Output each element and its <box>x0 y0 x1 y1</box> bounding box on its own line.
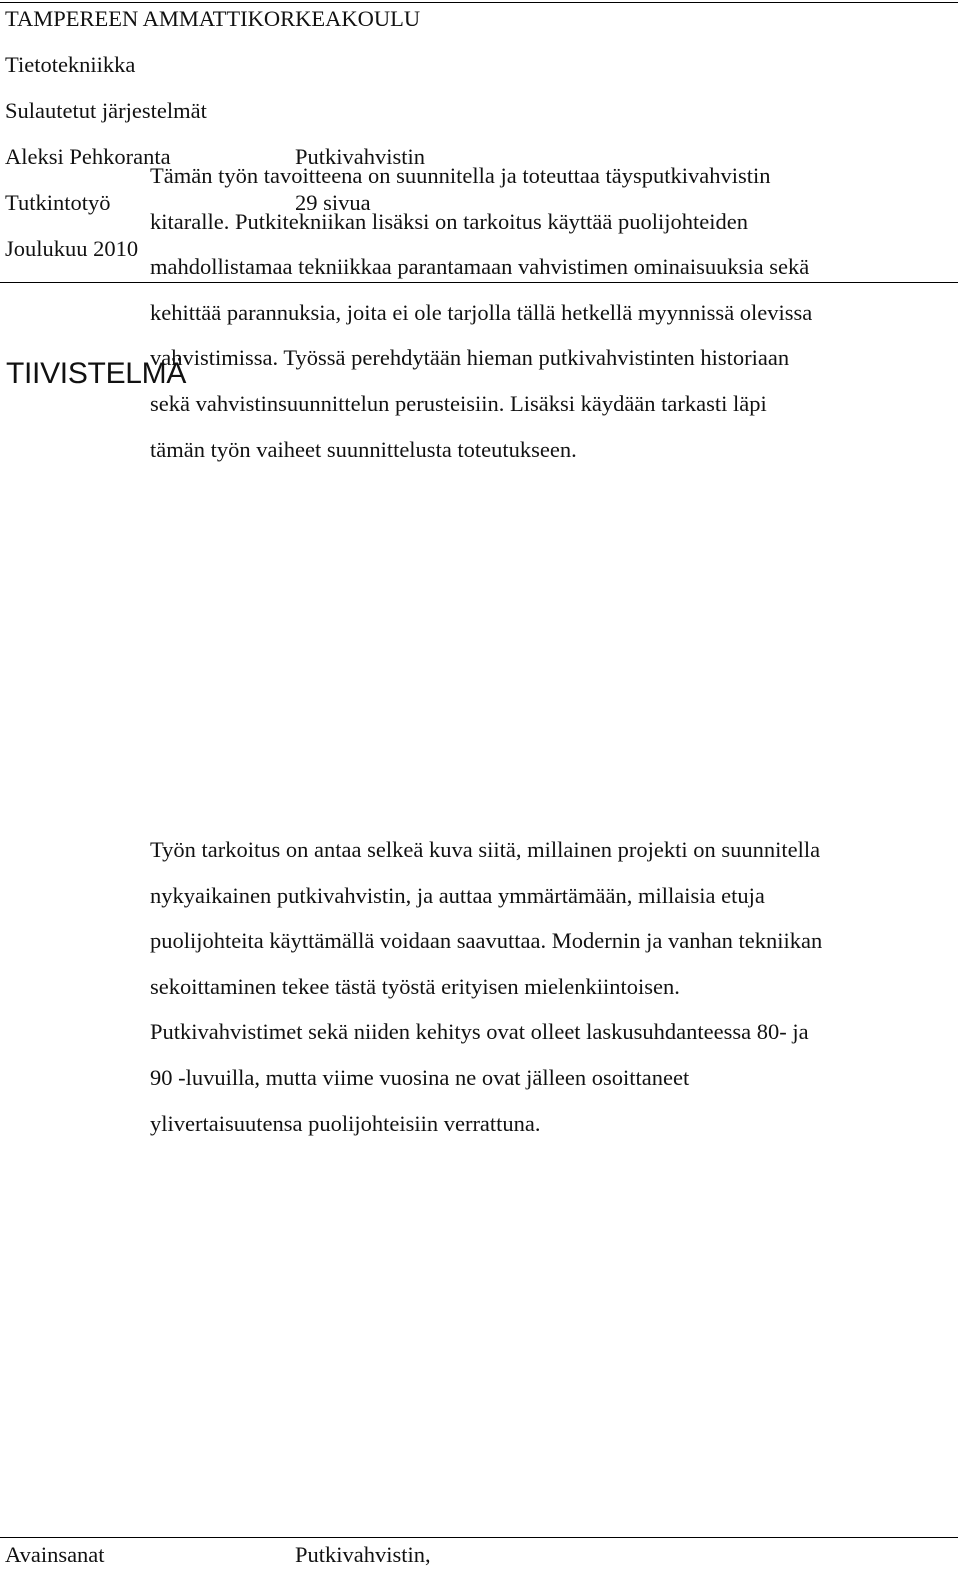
paragraph-line: Putkivahvistimet sekä niiden kehitys ovat olleet laskusuhdanteessa 80- ja <box>150 1019 809 1045</box>
abstract-heading: TIIVISTELMÄ <box>6 357 187 390</box>
thesis-title: Putkivahvistin <box>295 144 426 169</box>
paragraph-line: nykyaikainen putkivahvistin, ja auttaa ymmärtämään, millaisia etuja <box>150 882 765 908</box>
abstract-paragraph-1 <box>150 153 950 472</box>
paragraph-line: 90 -luvuilla, mutta viime vuosina ne ovat jälleen osoittaneet <box>150 1064 690 1090</box>
paragraph-line: kehittää parannuksia, joita ei ole tarjolla tällä hetkellä myynnissä olevissa <box>150 299 813 325</box>
paragraph-line: sekoittaminen tekee tästä työstä erityisen mielenkiintoisen. <box>150 973 680 999</box>
paragraph-line: mahdollistamaa tekniikkaa parantamaan vahvistimen ominaisuuksia sekä <box>150 254 810 280</box>
publication-date: Joulukuu 2010 <box>5 236 139 261</box>
paragraph-line: tämän työn vaiheet suunnittelusta toteutukseen. <box>150 436 577 462</box>
paragraph-line: kitaralle. Putkitekniikan lisäksi on tarkoitus käyttää puolijohteiden <box>150 208 749 234</box>
paragraph-line: Tämän työn tavoitteena on suunnitella ja toteuttaa täysputkivahvistin <box>150 163 771 188</box>
footer-divider <box>0 1537 958 1538</box>
page-count: 29 sivua <box>295 190 371 215</box>
specialisation: Sulautetut järjestelmät <box>5 98 207 123</box>
keywords-value: Putkivahvistin, <box>295 1542 431 1567</box>
keywords-label: Avainsanat <box>5 1542 105 1567</box>
paragraph-line: Työn tarkoitus on antaa selkeä kuva siitä, millainen projekti on suunnitella <box>150 837 821 862</box>
author-name: Aleksi Pehkoranta <box>5 144 171 169</box>
paragraph-line: ylivertaisuutensa puolijohteisiin verrattuna. <box>150 1110 541 1136</box>
paragraph-line: sekä vahvistinsuunnittelun perusteisiin. Lisäksi käydään tarkasti läpi <box>150 390 767 416</box>
institution-name: TAMPEREEN AMMATTIKORKEAKOULU <box>5 6 421 31</box>
top-divider <box>0 2 958 3</box>
degree-programme: Tietotekniikka <box>5 52 136 77</box>
abstract-paragraph-2 <box>150 827 950 1146</box>
paragraph-line: vahvistimissa. Työssä perehdytään hieman putkivahvistinten historiaan <box>150 345 790 371</box>
paragraph-line: puolijohteita käyttämällä voidaan saavuttaa. Modernin ja vanhan tekniikan <box>150 928 823 954</box>
thesis-type: Tutkintotyö <box>5 190 111 215</box>
